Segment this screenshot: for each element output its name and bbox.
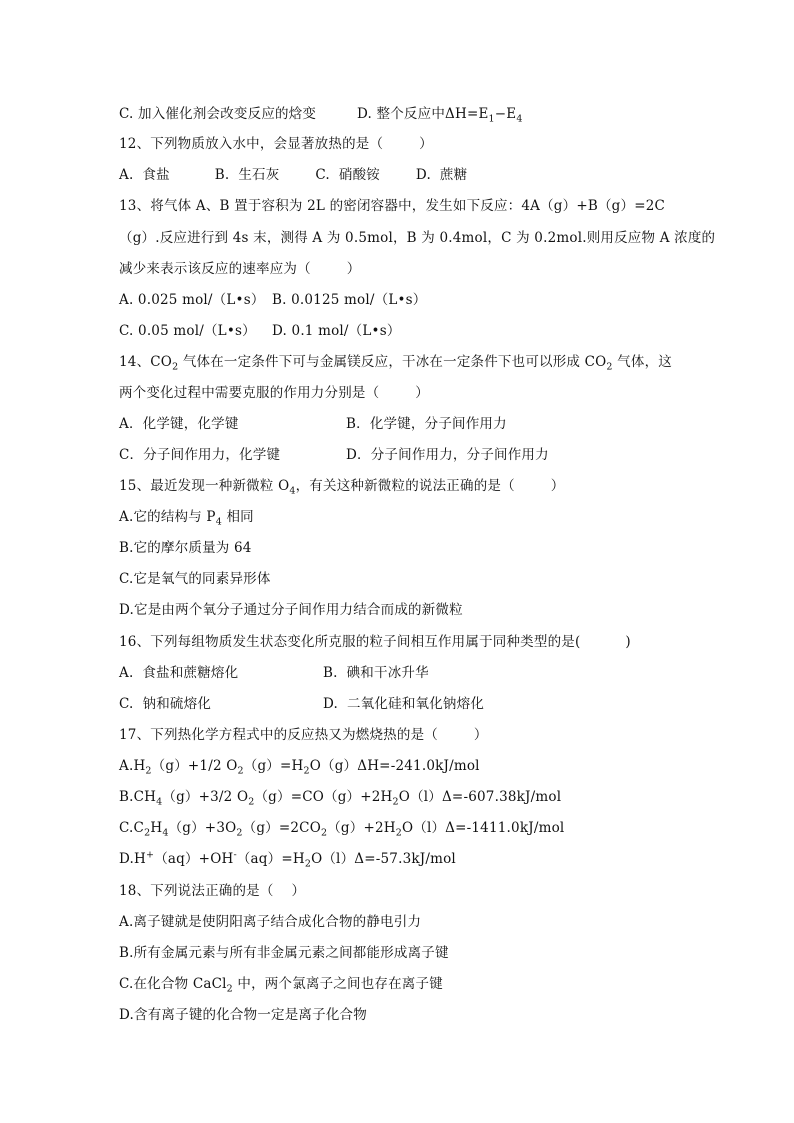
subscript: 4: [156, 796, 163, 808]
text-run: （g）=H: [243, 758, 304, 774]
text-run: D.它是由两个氧分子通过分子间作用力结合而成的新微粒: [119, 602, 463, 618]
text-run: 相同: [221, 509, 254, 525]
text-run: （g）+2H: [327, 820, 396, 836]
subscript: 2: [303, 765, 310, 777]
text-line-12: [119, 476, 564, 496]
text-run: （aq）+OH: [154, 851, 234, 867]
text-line-1: [119, 134, 433, 154]
option-left: C. 钠和硫熔化: [119, 696, 212, 712]
text-line-16: [119, 600, 463, 620]
text-run: H: [150, 820, 163, 836]
subscript: 2: [304, 858, 312, 870]
text-line-28: [119, 974, 443, 994]
text-run: （g）=CO（g）+2H: [254, 789, 393, 805]
text-run: A.H: [119, 758, 146, 774]
option-right: [323, 694, 484, 714]
text-line-13: [119, 507, 254, 527]
text-line-23: [119, 818, 564, 838]
text-line-14: [119, 538, 252, 558]
text-run: D．分子间作用力，分子间作用力: [346, 447, 549, 463]
text-run: ，有关这种新微粒的说法正确的是（ ）: [295, 478, 565, 494]
subscript: 2: [226, 983, 233, 995]
option-right: [323, 663, 429, 683]
text-run: D. 二氧化硅和氧化钠熔化: [323, 696, 485, 712]
option-left: C. 加入催化剂会改变反应的焓变: [119, 106, 317, 122]
text-line-20: [119, 725, 488, 745]
text-run: 12、下列物质放入水中，会显著放热的是（ ）: [119, 136, 433, 152]
text-line-22: [119, 787, 561, 807]
text-run: C.C: [119, 820, 145, 836]
text-run: D. 整个反应中ΔH=E: [357, 106, 489, 122]
text-run: （aq）=H: [236, 851, 305, 867]
subscript: 1: [488, 113, 495, 125]
subscript: 2: [248, 796, 255, 808]
subscript: 2: [395, 827, 402, 839]
superscript: -: [233, 849, 237, 861]
text-run: O（g）ΔH=-241.0kJ/mol: [309, 758, 480, 774]
option-right: [357, 104, 523, 124]
text-run: D.H: [119, 851, 147, 867]
option-right: [346, 445, 549, 465]
text-line-25: [119, 881, 305, 901]
text-run: （g）=2CO: [242, 820, 321, 836]
text-run: C.在化合物 CaCl: [119, 976, 227, 992]
text-run: A.它的结构与 P: [119, 509, 216, 525]
text-run: 两个变化过程中需要克服的作用力分别是（ ）: [119, 385, 429, 401]
option-left: C．分子间作用力，化学键: [119, 447, 281, 463]
superscript: +: [146, 849, 155, 861]
text-run: D.含有离子键的化合物一定是离子化合物: [119, 1007, 367, 1023]
subscript: 2: [172, 361, 179, 373]
text-run: （g）+3/2 O: [162, 789, 249, 805]
subscript: 2: [606, 361, 613, 373]
text-run: O（l）Δ=-1411.0kJ/mol: [401, 820, 565, 836]
text-line-27: [119, 943, 449, 963]
option-left: A. 食盐和蔗糖熔化: [119, 665, 239, 681]
text-run: C.它是氧气的同素异形体: [119, 571, 271, 587]
subscript: 2: [392, 796, 399, 808]
text-run: 18、下列说法正确的是（ ）: [119, 883, 306, 899]
subscript: 4: [215, 516, 222, 528]
text-run: B. 碘和干冰升华: [323, 665, 429, 681]
text-run: （g）+3O: [168, 820, 237, 836]
text-run: B.它的摩尔质量为 64: [119, 540, 252, 556]
subscript: 2: [237, 765, 244, 777]
subscript: 2: [144, 827, 151, 839]
subscript: 4: [162, 827, 169, 839]
subscript: 4: [516, 113, 523, 125]
text-run: 15、最近发现一种新微粒 O: [119, 478, 290, 494]
text-run: B.CH: [119, 789, 157, 805]
text-run: （g）.反应进行到 4s 末，测得 A 为 0.5mol，B 为 0.4mol，C 为 0.2mol.则用反应物 A 浓度的: [119, 230, 716, 246]
text-run: −E: [494, 106, 517, 122]
text-line-9: [119, 383, 429, 403]
text-run: 14、CO: [119, 354, 173, 370]
text-line-26: [119, 912, 421, 932]
text-run: B. 0.0125 mol/（L•s）: [272, 292, 427, 308]
text-run: 17、下列热化学方程式中的反应热又为燃烧热的是（ ）: [119, 727, 488, 743]
subscript: 2: [236, 827, 243, 839]
text-run: B.所有金属元素与所有非金属元素之间都能形成离子键: [119, 945, 449, 961]
option-right: [272, 321, 401, 341]
text-line-2: [119, 165, 467, 185]
text-run: A.离子键就是使阴阳离子结合成化合物的静电引力: [119, 914, 422, 930]
text-line-4: [119, 228, 715, 248]
text-run: O（l）Δ=-607.38kJ/mol: [398, 789, 562, 805]
option-left: A. 0.025 mol/（L•s）: [119, 292, 265, 308]
subscript: 4: [289, 485, 296, 497]
text-line-17: [119, 632, 631, 652]
option-right: [346, 414, 507, 434]
text-run: 减少来表示该反应的速率应为（ ）: [119, 261, 361, 277]
text-line-3: [119, 196, 665, 216]
text-run: 中，两个氯离子之间也存在离子键: [232, 976, 443, 992]
text-line-29: [119, 1005, 367, 1025]
text-line-21: [119, 756, 480, 776]
text-run: D. 0.1 mol/（L•s）: [272, 323, 401, 339]
text-line-15: [119, 569, 271, 589]
option-left: C. 0.05 mol/（L•s）: [119, 323, 256, 339]
subscript: 2: [320, 827, 328, 839]
text-run: （g）+1/2 O: [151, 758, 238, 774]
text-line-8: [119, 352, 672, 372]
text-run: 13、将气体 A、B 置于容积为 2L 的密闭容器中，发生如下反应：4A（g）+B（g）=2C: [119, 198, 666, 214]
text-run: 气体在一定条件下可与金属镁反应，干冰在一定条件下也可以形成 CO: [178, 354, 607, 370]
subscript: 2: [145, 765, 152, 777]
text-run: 气体，这: [612, 354, 672, 370]
text-line-24: [119, 849, 456, 869]
option-right: [272, 290, 426, 310]
text-run: O（l）Δ=-57.3kJ/mol: [311, 851, 456, 867]
text-run: B．化学键，分子间作用力: [346, 416, 507, 432]
text-run: A. 食盐 B. 生石灰 C. 硝酸铵 D. 蔗糖: [119, 167, 468, 183]
text-line-5: [119, 259, 360, 279]
text-run: 16、下列每组物质发生状态变化所克服的粒子间相互作用属于同种类型的是( ): [119, 634, 631, 650]
option-left: A．化学键，化学键: [119, 416, 239, 432]
